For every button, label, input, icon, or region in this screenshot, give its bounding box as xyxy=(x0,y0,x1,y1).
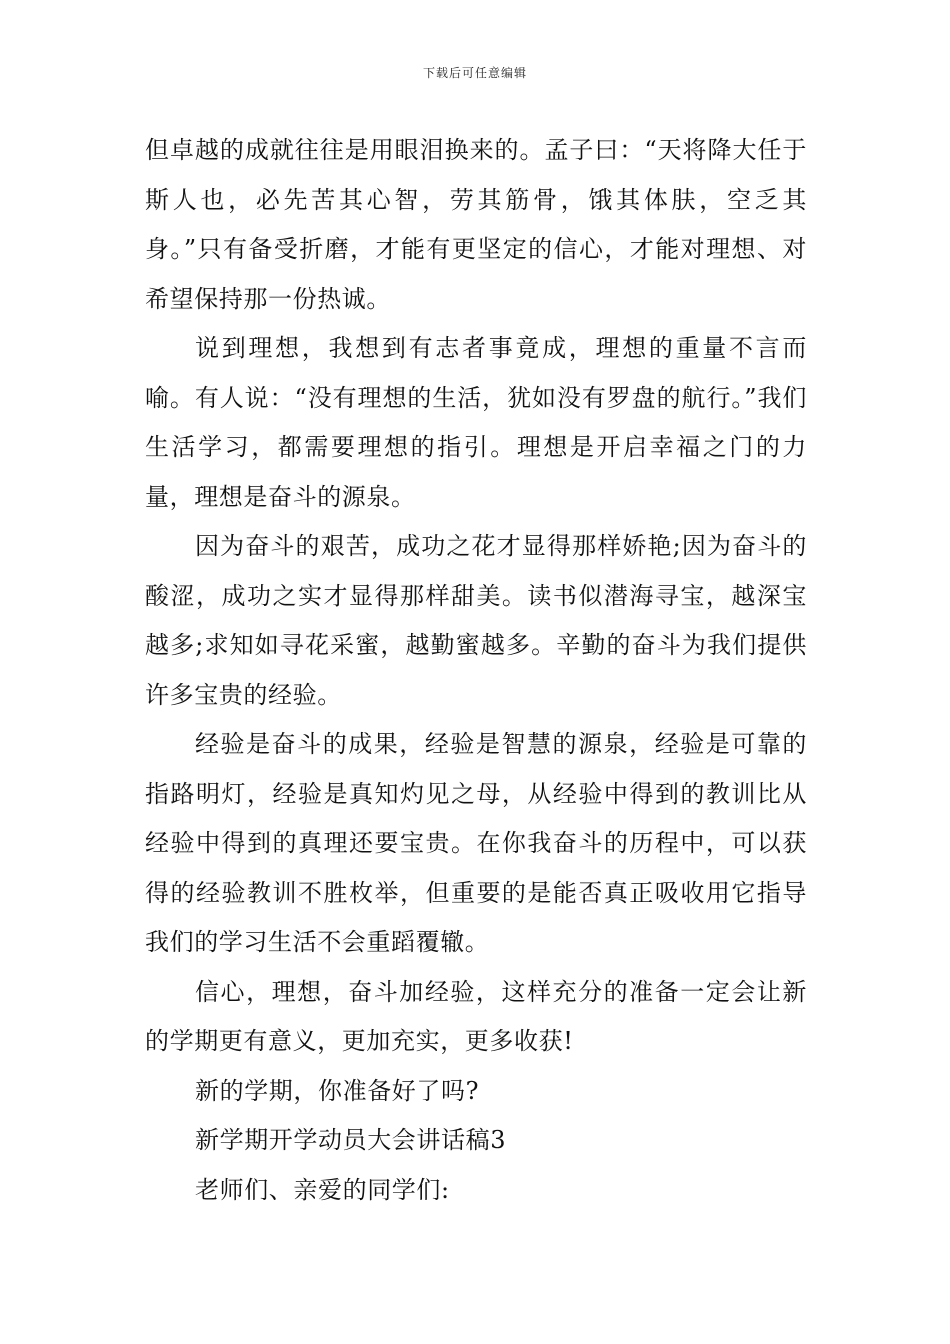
salutation: 老师们、亲爱的同学们: xyxy=(195,1175,450,1204)
paragraph-1: 但卓越的成就往往是用眼泪换来的。孟子曰：“天将降大任于斯人也，必先苦其心智，劳其筋骨，饿其体肤，空乏其身。”只有备受折磨，才能有更坚定的信心，才能对理想、对希望保持那一份热诚。 xyxy=(145,136,807,313)
document-body xyxy=(145,126,807,1215)
page-header: 下载后可任意编辑 xyxy=(422,66,527,80)
section-title: 新学期开学动员大会讲话稿3 xyxy=(195,1126,507,1154)
paragraph-4: 经验是奋斗的成果，经验是智慧的源泉，经验是可靠的指路明灯，经验是真知灼见之母，从经验中得到的教训比从经验中得到的真理还要宝贵。在你我奋斗的历程中，可以获得的经验教训不胜枚举，但重要的是能否真正吸收用它指导我们的学习生活不会重蹈覆辙。 xyxy=(145,730,807,956)
paragraph-2: 说到理想，我想到有志者事竟成，理想的重量不言而喻。有人说：“没有理想的生活，犹如没有罗盘的航行。”我们生活学习，都需要理想的指引。理想是开启幸福之门的力量，理想是奋斗的源泉。 xyxy=(145,334,807,511)
paragraph-5: 信心，理想，奋斗加经验，这样充分的准备一定会让新的学期更有意义，更加充实，更多收获! xyxy=(145,977,807,1055)
paragraph-3: 因为奋斗的艰苦，成功之花才显得那样娇艳;因为奋斗的酸涩，成功之实才显得那样甜美。读书似潜海寻宝，越深宝越多;求知如寻花采蜜，越勤蜜越多。辛勤的奋斗为我们提供许多宝贵的经验。 xyxy=(145,532,807,709)
paragraph-6: 新的学期，你准备好了吗? xyxy=(195,1076,480,1105)
